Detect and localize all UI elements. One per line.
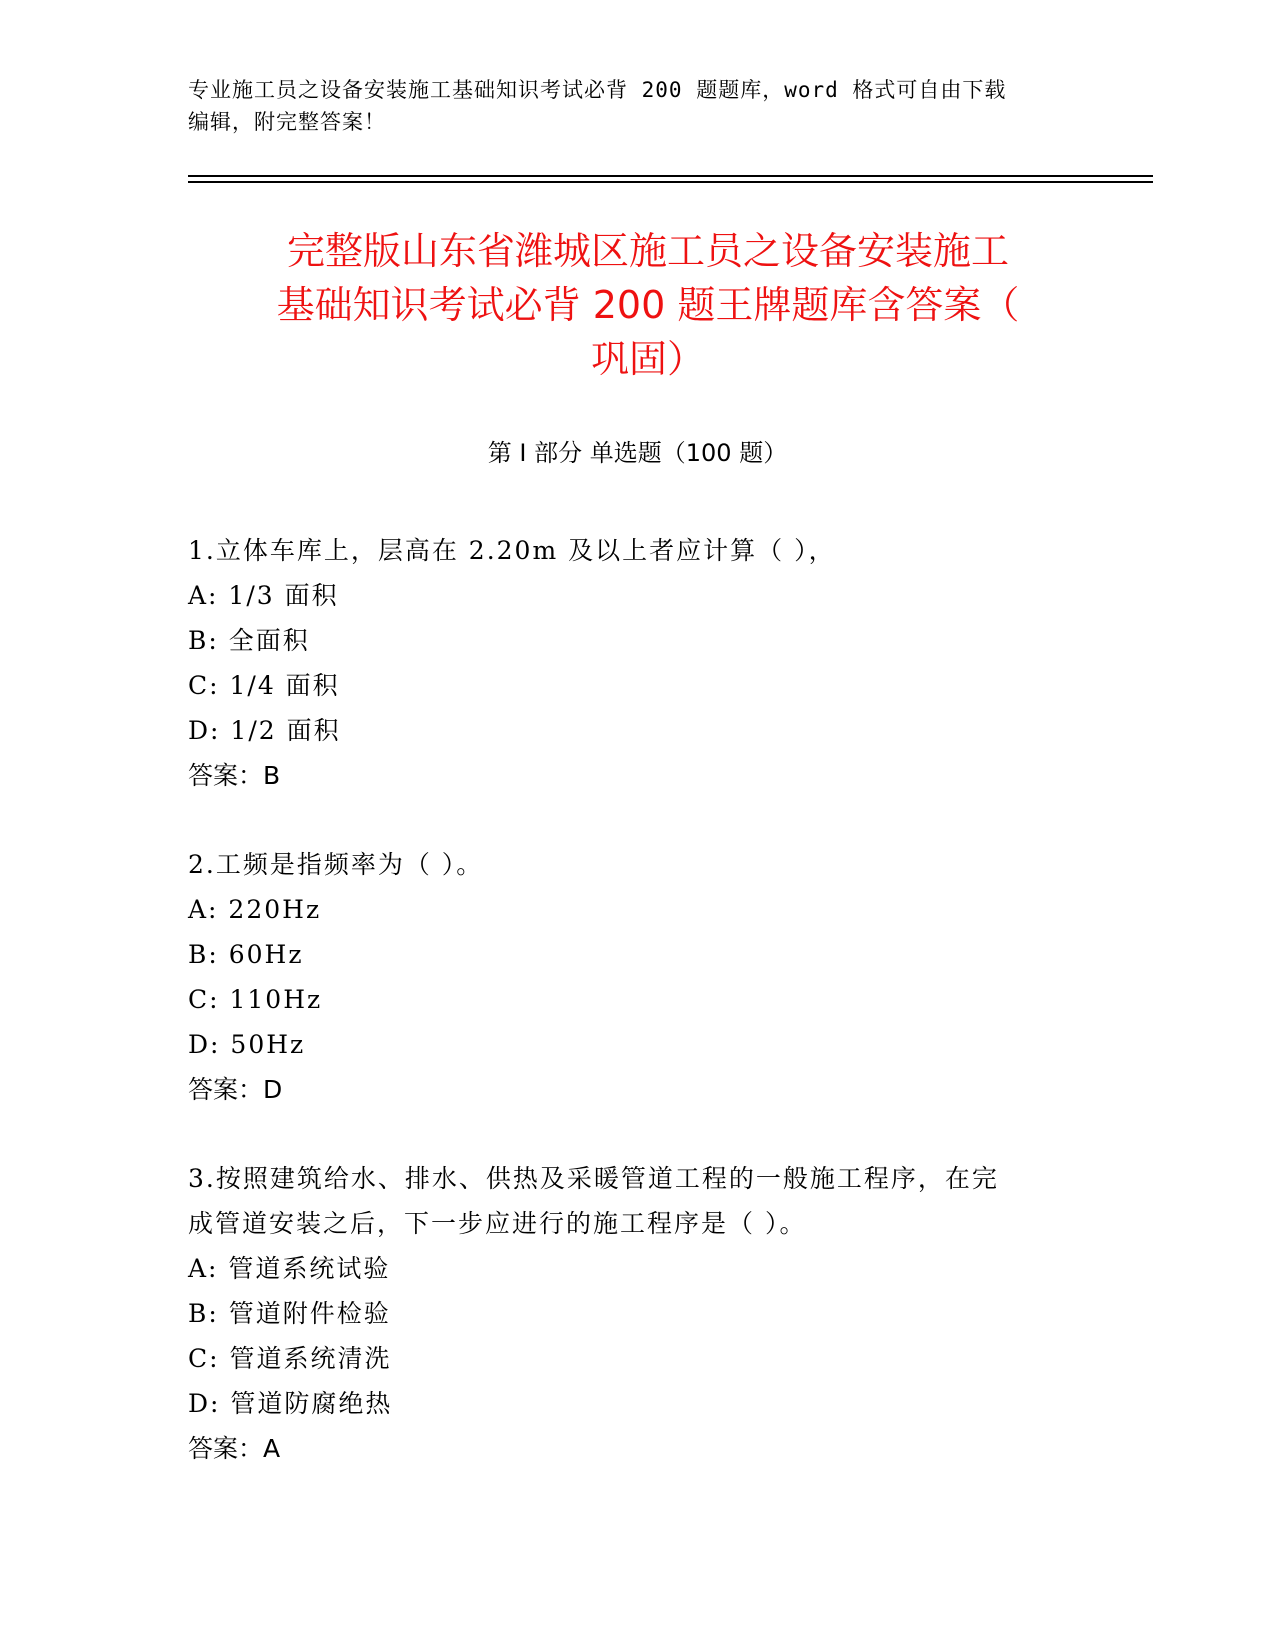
answer-label: 答案：D — [188, 1075, 283, 1104]
header-note-line: 专业施工员之设备安装施工基础知识考试必背 200 题题库，word 格式可自由下载 — [188, 78, 1007, 102]
option-a: A: 220Hz — [188, 895, 322, 924]
option-b: B: 60Hz — [188, 940, 304, 969]
option-d: D: 管道防腐绝热 — [188, 1389, 393, 1418]
option-a: A: 管道系统试验 — [188, 1254, 391, 1283]
question-item — [188, 1156, 1108, 1471]
answer-label: 答案：B — [188, 761, 281, 790]
question-stem: 成管道安装之后，下一步应进行的施工程序是（ ）。 — [188, 1209, 807, 1238]
answer-label: 答案：A — [188, 1434, 281, 1463]
header-note — [188, 74, 1088, 138]
question-stem: 3.按照建筑给水、排水、供热及采暖管道工程的一般施工程序，在完 — [188, 1164, 999, 1193]
question-item — [188, 528, 1108, 798]
option-c: C: 1/4 面积 — [188, 671, 340, 700]
question-stem: 2.工频是指频率为（ ）。 — [188, 850, 484, 879]
title-line: 巩固） — [590, 337, 705, 381]
question-item — [188, 842, 1108, 1112]
header-divider — [188, 181, 1153, 183]
section-heading: 第 I 部分 单选题（100 题） — [487, 439, 788, 467]
option-d: D: 50Hz — [188, 1030, 306, 1059]
document-title — [188, 224, 1108, 386]
title-line: 基础知识考试必背 200 题王牌题库含答案（ — [276, 283, 1020, 327]
option-d: D: 1/2 面积 — [188, 716, 341, 745]
header-divider — [188, 175, 1153, 177]
question-stem: 1.立体车库上，层高在 2.20m 及以上者应计算（ ）， — [188, 536, 836, 565]
option-c: C: 管道系统清洗 — [188, 1344, 392, 1373]
question-list — [188, 528, 1108, 1515]
header-note-line: 编辑，附完整答案！ — [188, 110, 386, 134]
option-b: B: 全面积 — [188, 626, 310, 655]
option-b: B: 管道附件检验 — [188, 1299, 391, 1328]
option-c: C: 110Hz — [188, 985, 323, 1014]
option-a: A: 1/3 面积 — [188, 581, 339, 610]
title-line: 完整版山东省潍城区施工员之设备安装施工 — [286, 229, 1009, 273]
